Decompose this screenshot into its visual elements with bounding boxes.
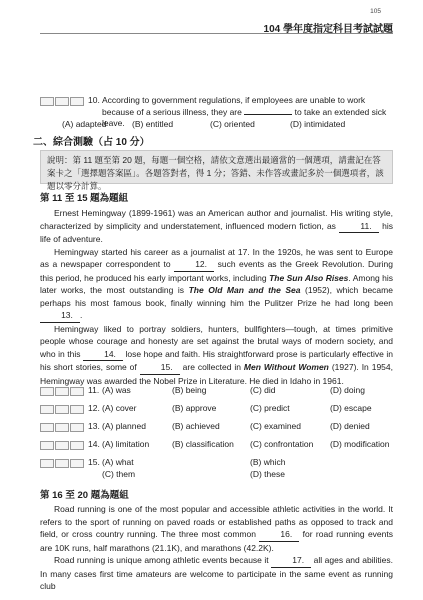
blank-12: 12. [174,258,214,272]
paragraph: Road running is one of the most popular and accessible athletic activities in the world. It refers to the sport of running on paved roads or established paths as opposed to track and field, or cross country running. The three most common 16. for road running events are 10K runs, half marathons (21.1K), and marathons (42.2K). [40,504,393,553]
option-d: (D) doing [330,385,365,395]
paragraph: Ernest Hemingway (1899-1961) was an American author and journalist. His writing style, characterized by simplicity and understatement, influenced modern fiction, as 11. his life of adventure. [40,208,393,244]
option-d: (D) these [250,469,285,479]
question-number: 11. [88,385,100,395]
option-c: (C) predict [250,403,290,413]
option-d: (D) escape [330,403,372,413]
option-c: (C) did [250,385,276,395]
blank-14: 14. [83,348,123,362]
option-b: (B) classification [172,439,234,449]
question-text: According to government regulations, if employees are unable to work because of a serious illness, they are to take an extended sick leave. [102,95,387,128]
answer-boxes [40,423,85,432]
answer-boxes [40,97,85,106]
option-a: (A) cover [102,403,137,413]
blank-15: 15. [140,361,180,375]
answer-blank [244,106,292,115]
option-c: (C) them [102,469,136,479]
option-b: (B) which [250,457,286,467]
answer-boxes [40,459,85,468]
option-d: (D) modification [330,439,390,449]
answer-row-14 [40,439,393,453]
answer-boxes [40,405,85,414]
group-heading-11-15: 第 11 至 15 題為題組 [40,193,129,204]
blank-16: 16. [259,528,299,542]
option-d: (D) intimidated [290,119,346,129]
option-b: (B) approve [172,403,217,413]
book-title: Men Without Women [243,362,329,372]
question-number: 15. [88,457,100,467]
paragraph: Hemingway started his career as a journalist at 17. In the 1920s, he was sent to Europe as a newspaper correspondent to 12. such events as the Greek Revolution. During this period, he produced his early important works, including The Sun Also Rises. Among his later works, the most outstanding is The Old Man and the Sea (1952), which became perhaps his most famous book, finally winning him the Pulitzer Prize he had long been 13. . [40,246,393,323]
paragraph: Hemingway liked to portray soldiers, hunters, bullfighters—tough, at times primitive people whose courage and honesty are set against the brutal ways of modern society, and who in this 14. lose hope and faith. His straightforward prose is particularly effective in his short stories, some of 15. are collected in Men Without Women (1927). In 1954, Hemingway was awarded the Nobel Prize in Literature. He died in Idaho in 1961. [40,323,393,386]
blank-17: 17. [271,554,311,568]
option-c: (C) oriented [210,119,255,129]
answer-row-15-cont [40,469,393,483]
header-divider [40,33,393,34]
option-a: (A) what [102,457,134,467]
book-title: The Sun Also Rises [269,272,349,283]
option-a: (A) limitation [102,439,150,449]
option-a: (A) was [102,385,131,395]
book-title: The Old Man and the Sea [188,285,301,295]
option-c: (C) examined [250,421,302,431]
option-a: (A) planned [102,421,146,431]
passage-road-running [40,503,393,593]
answer-boxes [40,441,85,450]
answer-boxes [40,387,85,396]
option-a: (A) adapted [62,119,107,129]
question-number: 13. [88,421,100,431]
group-heading-16-20: 第 16 至 20 題為題組 [40,490,129,501]
option-b: (B) achieved [172,421,220,431]
section-heading: 二、綜合測驗（占 10 分） [33,137,150,148]
page-title: 104 學年度指定科目考試試題 [263,24,393,35]
instructions-box: 說明：第 11 題至第 20 題，每題一個空格，請依文意選出最適當的一個選項，請畫記在答案卡之「選擇題答案區」。各題答對者，得 1 分；答錯、未作答或畫記多於一個選項者，該題以零分計算。 [40,150,393,184]
page-number: 105 [370,8,381,15]
question-number: 10. [88,95,100,105]
option-b: (B) entitled [132,119,174,129]
option-b: (B) being [172,385,207,395]
answer-row-11 [40,385,393,399]
question-number: 14. [88,439,100,449]
option-c: (C) confrontation [250,439,314,449]
answer-row-13 [40,421,393,435]
passage-hemingway [40,207,393,387]
question-number: 12. [88,403,100,413]
paragraph: Road running is unique among athletic events because it 17. all ages and abilities. In many cases first time amateurs are welcome to participate in the same event as running club [40,555,393,591]
option-d: (D) denied [330,421,370,431]
blank-13: 13. [40,309,80,323]
blank-11: 11. [339,220,379,234]
answer-row-12 [40,403,393,417]
